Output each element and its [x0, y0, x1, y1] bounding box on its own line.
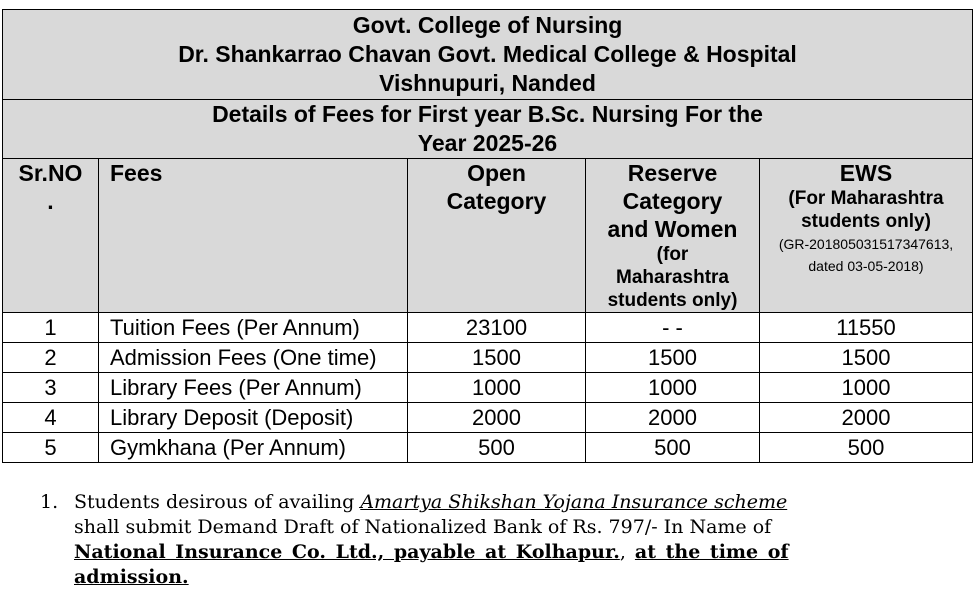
college-name: Govt. College of Nursing — [352, 12, 623, 38]
cell-fee: Tuition Fees (Per Annum) — [99, 313, 408, 343]
col-header-fees: Fees — [99, 159, 408, 313]
fees-title-line2: Year 2025-26 — [417, 130, 558, 156]
note-text-3: , — [619, 541, 635, 563]
cell-sr: 2 — [3, 343, 99, 373]
scheme-link[interactable]: Amartya Shikshan Yojana Insurance scheme — [360, 491, 788, 513]
cell-open: 2000 — [408, 403, 586, 433]
cell-fee: Library Fees (Per Annum) — [99, 373, 408, 403]
table-row — [3, 373, 973, 403]
note-text-1: Students desirous of availing — [74, 491, 361, 513]
cell-reserve: 500 — [586, 433, 760, 463]
fees-title — [3, 100, 973, 159]
table-row — [3, 403, 973, 433]
institution-header — [3, 10, 973, 100]
cell-reserve: 1500 — [586, 343, 760, 373]
fees-title-line1: Details of Fees for First year B.Sc. Nursing For the — [212, 101, 763, 127]
fees-table — [2, 9, 973, 463]
table-row — [3, 433, 973, 463]
note-number: 1. — [40, 491, 59, 513]
col-header-open: Open Category — [408, 159, 586, 313]
col-header-srno: Sr.NO . — [3, 159, 99, 313]
cell-sr: 4 — [3, 403, 99, 433]
cell-sr: 5 — [3, 433, 99, 463]
admission-text: admission. — [74, 566, 189, 588]
hospital-name: Dr. Shankarrao Chavan Govt. Medical College & Hospital — [178, 41, 797, 67]
cell-sr: 3 — [3, 373, 99, 403]
payee-name: National Insurance Co. Ltd., payable at Kolhapur. — [74, 541, 620, 563]
insurance-note — [40, 490, 910, 590]
cell-reserve: - - — [586, 313, 760, 343]
cell-ews: 1500 — [760, 343, 973, 373]
table-row — [3, 343, 973, 373]
cell-fee: Gymkhana (Per Annum) — [99, 433, 408, 463]
cell-sr: 1 — [3, 313, 99, 343]
cell-reserve: 2000 — [586, 403, 760, 433]
note-text-2: shall submit Demand Draft of Nationalized Bank of Rs. 797/- In Name of — [74, 516, 772, 538]
time-of-text: at the time of — [634, 541, 789, 563]
cell-fee: Admission Fees (One time) — [99, 343, 408, 373]
col-header-reserve: Reserve Category and Women (for Maharashtra students only) — [586, 159, 760, 313]
cell-reserve: 1000 — [586, 373, 760, 403]
cell-ews: 2000 — [760, 403, 973, 433]
location: Vishnupuri, Nanded — [379, 70, 596, 96]
col-header-ews: EWS (For Maharashtra students only) (GR-201805031517347613, dated 03-05-2018) — [760, 159, 973, 313]
cell-open: 23100 — [408, 313, 586, 343]
cell-open: 1000 — [408, 373, 586, 403]
cell-open: 1500 — [408, 343, 586, 373]
table-row — [3, 313, 973, 343]
cell-ews: 11550 — [760, 313, 973, 343]
cell-ews: 500 — [760, 433, 973, 463]
cell-ews: 1000 — [760, 373, 973, 403]
cell-fee: Library Deposit (Deposit) — [99, 403, 408, 433]
cell-open: 500 — [408, 433, 586, 463]
note-body — [74, 490, 910, 590]
